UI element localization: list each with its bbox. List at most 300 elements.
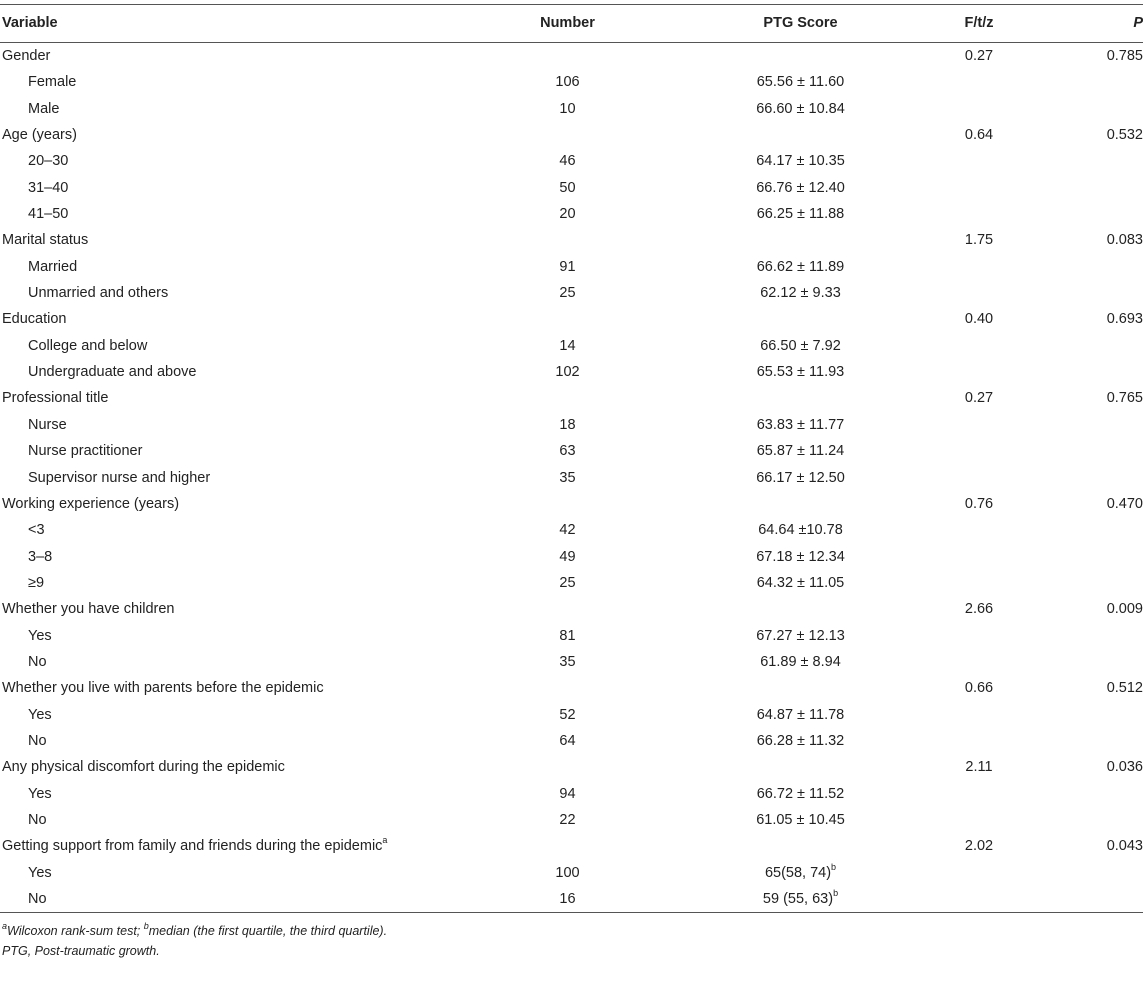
group-number [457,306,678,332]
row-label-text: Yes [28,706,52,723]
row-score [678,649,923,675]
group-label-text: Getting support from family and friends during the epidemic [2,838,383,855]
group-row [0,43,1143,70]
row-number-text: 63 [559,443,576,460]
row-label-text: 31–40 [28,179,69,196]
row-label-text: Undergraduate and above [28,364,197,381]
group-label-text: Whether you have children [2,601,175,618]
row-p [1035,201,1143,227]
group-row [0,833,1143,859]
row-label-text: Supervisor nurse and higher [28,469,211,486]
row-score [678,254,923,280]
row-p [1035,359,1143,385]
row-label [0,280,457,306]
group-stat [923,227,1035,253]
row-stat [923,886,1035,913]
group-label-text: Gender [2,48,51,64]
group-row [0,122,1143,148]
header-row [0,5,1143,43]
row-label [0,175,457,201]
table-row [0,465,1143,491]
row-number [457,438,678,464]
group-score [678,675,923,701]
row-p [1035,517,1143,543]
table-row [0,544,1143,570]
table-row [0,69,1143,95]
table-row [0,807,1143,833]
group-label [0,491,457,517]
row-number [457,702,678,728]
row-score [678,280,923,306]
row-score-text: 65.53 ± 11.93 [756,364,845,381]
row-label [0,728,457,754]
row-score [678,728,923,754]
table-row [0,570,1143,596]
row-number-text: 64 [559,732,576,749]
row-score-text: 64.64 ±10.78 [758,522,843,539]
group-score [678,385,923,411]
group-score [678,491,923,517]
row-number-text: 25 [559,285,576,302]
group-stat-text: 0.66 [964,680,994,697]
header-ftz: F/t/z [923,5,1035,43]
table-row [0,728,1143,754]
table-footnotes [0,921,1143,961]
row-number [457,465,678,491]
group-number [457,596,678,622]
footnote-b-text: median (the first quartile, the third quartile). [148,924,388,939]
row-label [0,69,457,95]
group-number [457,675,678,701]
row-score-text: 65(58, 74) [764,864,832,881]
group-stat [923,306,1035,332]
row-score-text: 61.89 ± 8.94 [760,653,841,670]
table-row [0,649,1143,675]
row-number [457,570,678,596]
group-stat [923,385,1035,411]
row-p [1035,280,1143,306]
row-label-text: No [28,811,47,828]
group-row [0,596,1143,622]
row-score [678,201,923,227]
row-score-text: 61.05 ± 10.45 [756,811,845,828]
table-row [0,254,1143,280]
row-number [457,860,678,886]
row-p [1035,807,1143,833]
group-p [1035,43,1143,70]
row-score-text: 64.17 ± 10.35 [756,153,845,170]
row-score [678,781,923,807]
group-stat-text: 0.64 [964,127,994,144]
row-score [678,96,923,122]
row-stat [923,438,1035,464]
row-p [1035,96,1143,122]
row-number [457,886,678,913]
row-score-text: 66.50 ± 7.92 [760,337,841,354]
row-label-text: ≥9 [28,574,45,591]
table-body [0,43,1143,913]
row-stat [923,69,1035,95]
group-label [0,306,457,332]
row-score-text: 63.83 ± 11.77 [756,416,845,433]
group-label [0,833,457,859]
row-stat [923,544,1035,570]
group-score [678,122,923,148]
table-figure [0,4,1143,961]
row-stat [923,649,1035,675]
group-p-text: 0.765 [1106,390,1143,407]
table-row [0,623,1143,649]
group-score [678,833,923,859]
row-score-text: 65.87 ± 11.24 [756,443,845,460]
header-p: P [1035,5,1143,43]
row-label [0,649,457,675]
group-p [1035,754,1143,780]
row-number-text: 14 [559,337,576,354]
table-row [0,412,1143,438]
group-stat-text: 1.75 [964,232,994,249]
row-stat [923,175,1035,201]
table-header [0,5,1143,43]
row-label-text: 20–30 [28,153,69,170]
group-p-text: 0.036 [1106,759,1143,776]
row-p [1035,412,1143,438]
group-p [1035,306,1143,332]
row-score [678,175,923,201]
group-stat [923,754,1035,780]
row-label [0,254,457,280]
row-label [0,702,457,728]
group-number [457,754,678,780]
row-number [457,175,678,201]
ptg-table [0,4,1143,913]
row-p [1035,148,1143,174]
row-number [457,280,678,306]
row-number [457,412,678,438]
group-stat-text: 2.02 [964,838,994,855]
row-score [678,359,923,385]
row-label-text: <3 [28,522,45,539]
row-label-text: 41–50 [28,206,69,223]
table-row [0,359,1143,385]
group-number [457,122,678,148]
table-row [0,333,1143,359]
group-label [0,754,457,780]
row-score-text: 65.56 ± 11.60 [756,74,845,91]
row-stat [923,280,1035,306]
row-p [1035,649,1143,675]
row-score-text: 66.72 ± 11.52 [756,785,845,802]
row-stat [923,860,1035,886]
row-number-text: 35 [559,653,576,670]
row-p [1035,69,1143,95]
group-row [0,385,1143,411]
row-stat [923,781,1035,807]
row-number-text: 106 [555,74,580,91]
row-score [678,570,923,596]
row-score-text: 66.76 ± 12.40 [756,179,845,196]
row-number-text: 94 [559,785,576,802]
row-p [1035,702,1143,728]
row-score [678,544,923,570]
group-number [457,491,678,517]
row-score-text: 67.27 ± 12.13 [756,627,845,644]
row-label [0,333,457,359]
group-number [457,43,678,70]
group-label-text: Age (years) [2,127,77,144]
row-number [457,69,678,95]
table-row [0,886,1143,913]
row-score-sup: b [831,861,837,872]
row-number [457,333,678,359]
row-number-text: 20 [559,206,576,223]
group-label-text: Marital status [2,232,89,249]
row-p [1035,623,1143,649]
table-row [0,201,1143,227]
table-row [0,781,1143,807]
group-score [678,306,923,332]
row-number [457,728,678,754]
table-row [0,96,1143,122]
row-label [0,623,457,649]
row-p [1035,886,1143,913]
header-ptg-score: PTG Score [678,5,923,43]
row-stat [923,807,1035,833]
abbreviation-note: PTG, Post-traumatic growth. [2,944,160,959]
row-label-text: College and below [28,337,148,354]
row-label-text: Married [28,258,78,275]
row-score-text: 66.25 ± 11.88 [756,206,845,223]
row-p [1035,254,1143,280]
row-stat [923,570,1035,596]
group-row [0,227,1143,253]
row-p [1035,728,1143,754]
row-stat [923,702,1035,728]
row-label [0,570,457,596]
row-stat [923,359,1035,385]
row-number-text: 91 [559,258,576,275]
row-label [0,860,457,886]
group-stat-text: 2.11 [965,759,993,776]
group-stat [923,675,1035,701]
row-number [457,544,678,570]
group-p-text: 0.532 [1106,127,1143,144]
row-score [678,517,923,543]
row-label-text: No [28,732,47,749]
row-stat [923,148,1035,174]
row-p [1035,333,1143,359]
row-number-text: 81 [559,627,576,644]
row-number [457,254,678,280]
row-label [0,886,457,913]
group-p-text: 0.512 [1106,680,1143,697]
row-score-text: 59 (55, 63) [762,891,834,907]
group-label [0,596,457,622]
row-stat [923,333,1035,359]
row-p [1035,544,1143,570]
row-number [457,781,678,807]
row-score [678,438,923,464]
row-score-text: 62.12 ± 9.33 [760,285,841,302]
row-number [457,359,678,385]
row-label [0,96,457,122]
row-number-text: 50 [559,179,576,196]
group-label [0,43,457,70]
row-label-text: Female [28,74,77,91]
row-label-text: Yes [28,785,52,802]
group-p-text: 0.009 [1106,601,1143,618]
row-p [1035,860,1143,886]
row-number [457,201,678,227]
row-label [0,359,457,385]
group-number [457,833,678,859]
row-stat [923,254,1035,280]
group-label [0,122,457,148]
row-score-text: 66.60 ± 10.84 [756,100,845,117]
row-label [0,148,457,174]
row-score-text: 66.28 ± 11.32 [756,732,845,749]
group-p-text: 0.470 [1106,495,1143,512]
row-stat [923,517,1035,543]
row-number-text: 18 [559,416,576,433]
row-number [457,649,678,675]
group-p [1035,122,1143,148]
group-stat [923,122,1035,148]
group-label-sup: a [382,835,388,846]
group-stat-text: 0.40 [964,311,994,328]
group-label [0,385,457,411]
row-number-text: 42 [559,522,576,539]
row-score-text: 66.62 ± 11.89 [756,258,845,275]
group-score [678,754,923,780]
table-row [0,280,1143,306]
table-row [0,860,1143,886]
row-stat [923,201,1035,227]
group-stat [923,491,1035,517]
row-score [678,702,923,728]
group-p-text: 0.693 [1106,311,1143,328]
header-variable: Variable [0,5,457,43]
group-label-text: Any physical discomfort during the epidemic [2,759,285,776]
row-label [0,465,457,491]
row-label-text: 3–8 [28,548,53,565]
group-stat-text: 2.66 [964,601,994,618]
row-score-text: 67.18 ± 12.34 [756,548,845,565]
row-label-text: Yes [28,864,52,881]
row-score [678,148,923,174]
footnote-line [2,921,1143,941]
row-label-text: No [28,891,47,907]
table-row [0,175,1143,201]
row-number-text: 35 [559,469,576,486]
row-number-text: 102 [555,364,580,381]
row-number [457,623,678,649]
row-stat [923,728,1035,754]
row-label [0,517,457,543]
row-label-text: No [28,653,47,670]
row-score [678,623,923,649]
row-score [678,860,923,886]
group-p [1035,596,1143,622]
group-row [0,491,1143,517]
row-p [1035,570,1143,596]
row-label [0,544,457,570]
row-label [0,201,457,227]
group-p-text: 0.043 [1106,838,1143,855]
row-stat [923,412,1035,438]
row-score-text: 66.17 ± 12.50 [756,469,845,486]
header-number: Number [457,5,678,43]
group-label-text: Professional title [2,390,109,407]
row-p [1035,175,1143,201]
row-label-text: Nurse practitioner [28,443,143,460]
group-label-text: Whether you live with parents before the epidemic [2,680,324,697]
row-number-text: 16 [559,891,576,907]
table-row [0,148,1143,174]
group-stat-text: 0.27 [964,390,994,407]
row-p [1035,465,1143,491]
row-score [678,807,923,833]
table-row [0,702,1143,728]
group-p-text: 0.083 [1106,232,1143,249]
group-p-text: 0.785 [1106,48,1143,64]
group-p [1035,675,1143,701]
row-number [457,148,678,174]
row-number-text: 49 [559,548,576,565]
group-score [678,596,923,622]
row-score [678,465,923,491]
group-number [457,385,678,411]
row-score-text: 64.87 ± 11.78 [756,706,845,723]
row-number-text: 52 [559,706,576,723]
footnote-marker-b: b [143,921,149,932]
row-number [457,517,678,543]
row-score [678,69,923,95]
row-score-text: 64.32 ± 11.05 [756,574,845,591]
row-stat [923,96,1035,122]
group-label-text: Working experience (years) [2,495,180,512]
row-number-text: 22 [559,811,576,828]
row-stat [923,465,1035,491]
footnote-marker-a: a [2,921,8,932]
row-label [0,438,457,464]
group-score [678,227,923,253]
table-row [0,517,1143,543]
row-label-text: Male [28,100,60,117]
row-p [1035,438,1143,464]
group-stat [923,833,1035,859]
row-number-text: 10 [559,100,576,117]
row-number [457,96,678,122]
group-row [0,306,1143,332]
group-p [1035,385,1143,411]
group-stat [923,596,1035,622]
table-row [0,438,1143,464]
row-score [678,886,923,913]
group-number [457,227,678,253]
row-label [0,412,457,438]
row-score [678,412,923,438]
footnote-a-text: Wilcoxon rank-sum test; [7,924,144,939]
group-p [1035,491,1143,517]
row-stat [923,623,1035,649]
group-stat-text: 0.76 [964,495,994,512]
group-label [0,675,457,701]
row-score [678,333,923,359]
row-p [1035,781,1143,807]
row-score-sup: b [833,888,839,899]
group-label-text: Education [2,311,67,328]
